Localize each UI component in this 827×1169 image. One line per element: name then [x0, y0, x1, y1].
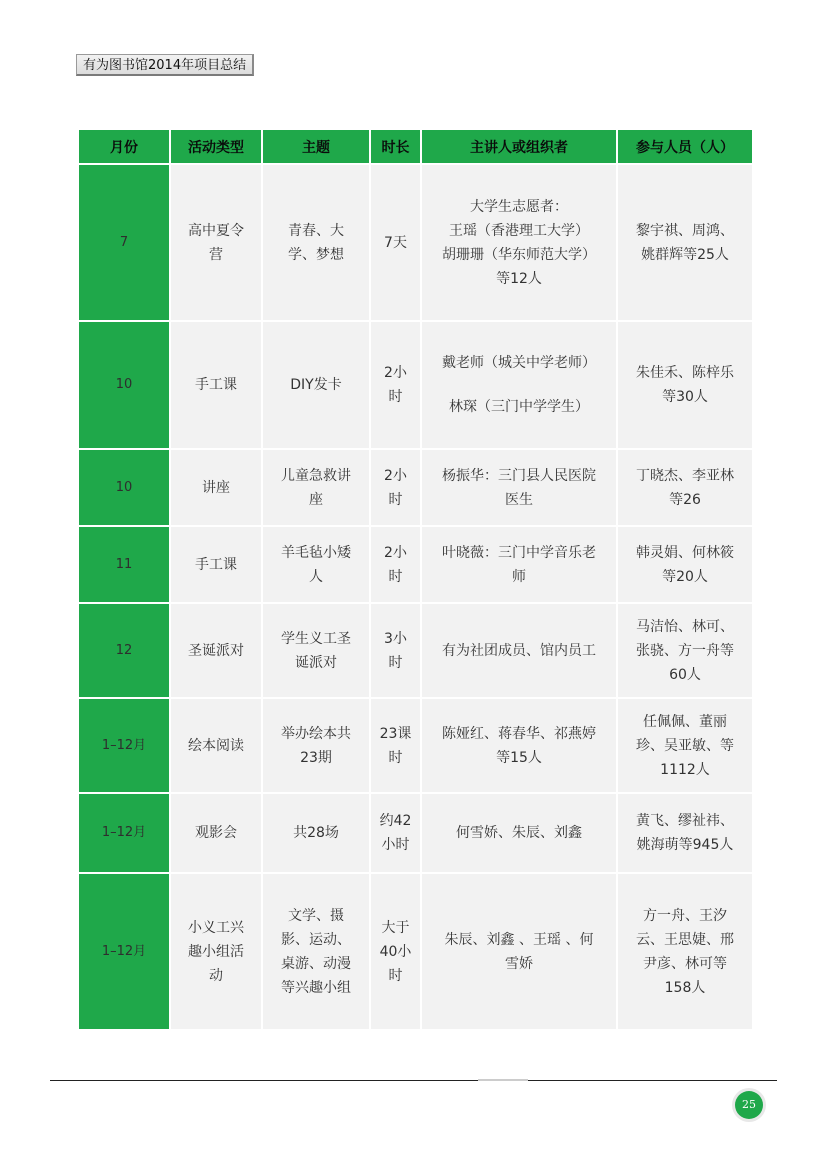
cell-participants [617, 526, 753, 603]
cell-speaker [421, 321, 617, 449]
column-header-activity-type: 活动类型 [170, 129, 262, 164]
cell-participants-line: 丁晓杰、李亚林 [636, 467, 734, 484]
cell-month: 1–12月 [78, 698, 170, 793]
cell-participants [617, 793, 753, 873]
document-title: 有为图书馆2014年项目总结 [83, 58, 247, 73]
cell-participants-line: 方一舟、王汐 [643, 907, 727, 924]
cell-theme [262, 603, 370, 698]
cell-participants-line: 1112人 [660, 761, 710, 778]
cell-activity-type [170, 873, 262, 1030]
cell-duration-line: 时 [388, 654, 403, 671]
cell-theme-line: 桌游、动漫 [281, 955, 351, 972]
column-header-month: 月份 [78, 129, 170, 164]
document-header-tab [76, 54, 254, 76]
column-header-speaker: 主讲人或组织者 [421, 129, 617, 164]
cell-participants-line: 任佩佩、董丽 [643, 713, 727, 730]
cell-month: 1–12月 [78, 873, 170, 1030]
table-row [78, 873, 753, 1030]
cell-theme-line: 儿童急救讲 [281, 467, 351, 484]
cell-activity-type-line: 手工课 [195, 377, 237, 393]
cell-speaker-line: 等15人 [496, 749, 542, 766]
cell-speaker-line: 有为社团成员、馆内员工 [442, 642, 596, 659]
cell-activity-type-line: 讲座 [202, 479, 230, 496]
cell-activity-type [170, 793, 262, 873]
table-row [78, 698, 753, 793]
cell-duration [370, 321, 421, 449]
table-row [78, 526, 753, 603]
table-header-row [78, 129, 753, 164]
table-body [78, 164, 753, 1030]
cell-participants [617, 321, 753, 449]
table-row [78, 603, 753, 698]
cell-duration-line: 时 [388, 491, 403, 508]
cell-speaker [421, 526, 617, 603]
cell-speaker [421, 698, 617, 793]
cell-participants [617, 164, 753, 321]
cell-theme-line: 学生义工圣 [281, 630, 351, 647]
cell-theme-line: 羊毛毡小矮 [281, 544, 351, 561]
cell-speaker-line: 胡珊珊（华东师范大学） [442, 246, 596, 263]
cell-activity-type [170, 449, 262, 526]
cell-duration [370, 793, 421, 873]
table-row [78, 793, 753, 873]
cell-speaker-line: 师 [512, 568, 526, 585]
cell-participants [617, 698, 753, 793]
cell-speaker-line: 朱辰、刘鑫 、王瑶 、何 [444, 931, 594, 948]
cell-theme-line: 23期 [300, 749, 332, 766]
cell-speaker [421, 793, 617, 873]
cell-theme-line: 学、梦想 [288, 246, 344, 263]
cell-activity-type-line: 手工课 [195, 556, 237, 573]
cell-participants-line: 60人 [669, 666, 701, 683]
cell-participants-line: 等30人 [662, 389, 708, 405]
cell-speaker-line: 杨振华：三门县人民医院 [442, 467, 596, 484]
cell-speaker [421, 603, 617, 698]
cell-participants-line: 马洁怡、林可、 [636, 618, 734, 635]
cell-theme [262, 698, 370, 793]
cell-activity-type [170, 526, 262, 603]
cell-duration-line: 2小 [384, 467, 407, 484]
cell-activity-type-line: 圣诞派对 [188, 642, 244, 659]
cell-activity-type [170, 164, 262, 321]
cell-participants-line: 等26 [669, 491, 701, 508]
cell-theme [262, 793, 370, 873]
cell-duration-line: 2小 [384, 544, 407, 561]
cell-participants-line: 尹彦、林可等 [643, 955, 727, 972]
cell-speaker-line: 何雪娇、朱辰、刘鑫 [456, 825, 582, 841]
cell-duration [370, 526, 421, 603]
cell-speaker-line: 林琛（三门中学学生） [449, 399, 589, 415]
cell-theme-line: 举办绘本共 [281, 725, 351, 742]
cell-activity-type-line: 营 [209, 246, 223, 263]
cell-duration-line: 时 [388, 568, 403, 585]
cell-theme [262, 321, 370, 449]
cell-participants-line: 云、王思婕、邢 [636, 931, 734, 948]
cell-participants-line: 韩灵娟、何林筱 [636, 544, 734, 561]
cell-participants [617, 603, 753, 698]
cell-month: 12 [78, 603, 170, 698]
column-header-participants: 参与人员（人） [617, 129, 753, 164]
cell-theme [262, 449, 370, 526]
cell-theme-line: 座 [309, 491, 323, 508]
column-header-duration: 时长 [370, 129, 421, 164]
cell-speaker-line: 等12人 [496, 270, 542, 287]
cell-theme-line: 文学、摄 [288, 907, 344, 924]
cell-participants-line: 姚群辉等25人 [641, 246, 729, 263]
cell-duration-line: 2小 [384, 365, 407, 381]
cell-activity-type-line: 动 [209, 967, 223, 984]
cell-theme-line: 人 [309, 568, 323, 585]
cell-participants-line: 珍、吴亚敏、等 [636, 737, 734, 754]
cell-speaker-line: 大学生志愿者： [470, 198, 568, 215]
cell-participants-line: 张骁、方一舟等 [636, 642, 734, 659]
cell-participants-line: 158人 [664, 979, 706, 996]
column-header-theme: 主题 [262, 129, 370, 164]
table-row [78, 449, 753, 526]
cell-duration [370, 449, 421, 526]
cell-duration [370, 164, 421, 321]
cell-participants-line: 等20人 [662, 568, 708, 585]
cell-activity-type-line: 高中夏令 [188, 222, 244, 239]
cell-participants [617, 449, 753, 526]
table-row [78, 164, 753, 321]
cell-month: 7 [78, 164, 170, 321]
cell-activity-type [170, 698, 262, 793]
cell-participants-line: 朱佳禾、陈梓乐 [636, 365, 734, 381]
page-number-badge [732, 1088, 766, 1122]
cell-duration-line: 时 [388, 389, 403, 405]
cell-speaker [421, 873, 617, 1030]
cell-duration-line: 小时 [381, 837, 410, 853]
cell-speaker [421, 449, 617, 526]
project-summary-table [77, 128, 754, 1031]
cell-activity-type-line: 绘本阅读 [188, 737, 244, 754]
cell-theme-line: DIY发卡 [290, 377, 342, 393]
cell-activity-type [170, 321, 262, 449]
cell-speaker-line: 戴老师（城关中学老师） [442, 355, 596, 371]
cell-participants-line: 黎宇祺、周鸿、 [636, 222, 734, 239]
cell-participants [617, 873, 753, 1030]
cell-activity-type-line: 趣小组活 [188, 943, 244, 960]
cell-theme-line: 共28场 [293, 825, 339, 841]
cell-theme-line: 青春、大 [288, 222, 344, 239]
cell-activity-type-line: 观影会 [195, 825, 237, 841]
cell-month: 10 [78, 321, 170, 449]
cell-theme [262, 526, 370, 603]
cell-duration-line: 约42 [379, 813, 412, 829]
cell-duration-line: 40小 [379, 943, 412, 960]
cell-duration-line: 23课 [379, 725, 412, 742]
cell-duration [370, 698, 421, 793]
cell-speaker-line [426, 375, 612, 395]
cell-speaker-line: 医生 [505, 491, 533, 508]
cell-speaker-line: 叶晓薇：三门中学音乐老 [442, 544, 596, 561]
cell-activity-type-line: 小义工兴 [188, 919, 244, 936]
cell-participants-line: 黄飞、缪祉祎、 [636, 813, 734, 829]
cell-activity-type [170, 603, 262, 698]
cell-month: 11 [78, 526, 170, 603]
cell-duration-line: 7天 [384, 234, 407, 251]
table-row [78, 321, 753, 449]
cell-duration-line: 时 [388, 967, 403, 984]
footer-rule-accent [478, 1079, 528, 1081]
cell-theme-line: 影、运动、 [281, 931, 351, 948]
cell-duration-line: 时 [388, 749, 403, 766]
cell-month: 1–12月 [78, 793, 170, 873]
cell-speaker-line: 陈娅红、蒋春华、祁燕婷 [442, 725, 596, 742]
cell-duration-line: 大于 [381, 919, 410, 936]
cell-duration-line: 3小 [384, 630, 407, 647]
page-number: 25 [735, 1091, 763, 1119]
cell-speaker-line: 王瑶（香港理工大学） [449, 222, 589, 239]
cell-theme-line: 等兴趣小组 [281, 979, 351, 996]
cell-speaker-line: 雪娇 [505, 955, 533, 972]
cell-speaker [421, 164, 617, 321]
cell-participants-line: 姚海萌等945人 [636, 837, 734, 853]
cell-theme-line: 诞派对 [295, 654, 337, 671]
footer-rule [50, 1080, 777, 1081]
cell-month: 10 [78, 449, 170, 526]
cell-duration [370, 603, 421, 698]
cell-theme [262, 873, 370, 1030]
cell-theme [262, 164, 370, 321]
cell-duration [370, 873, 421, 1030]
